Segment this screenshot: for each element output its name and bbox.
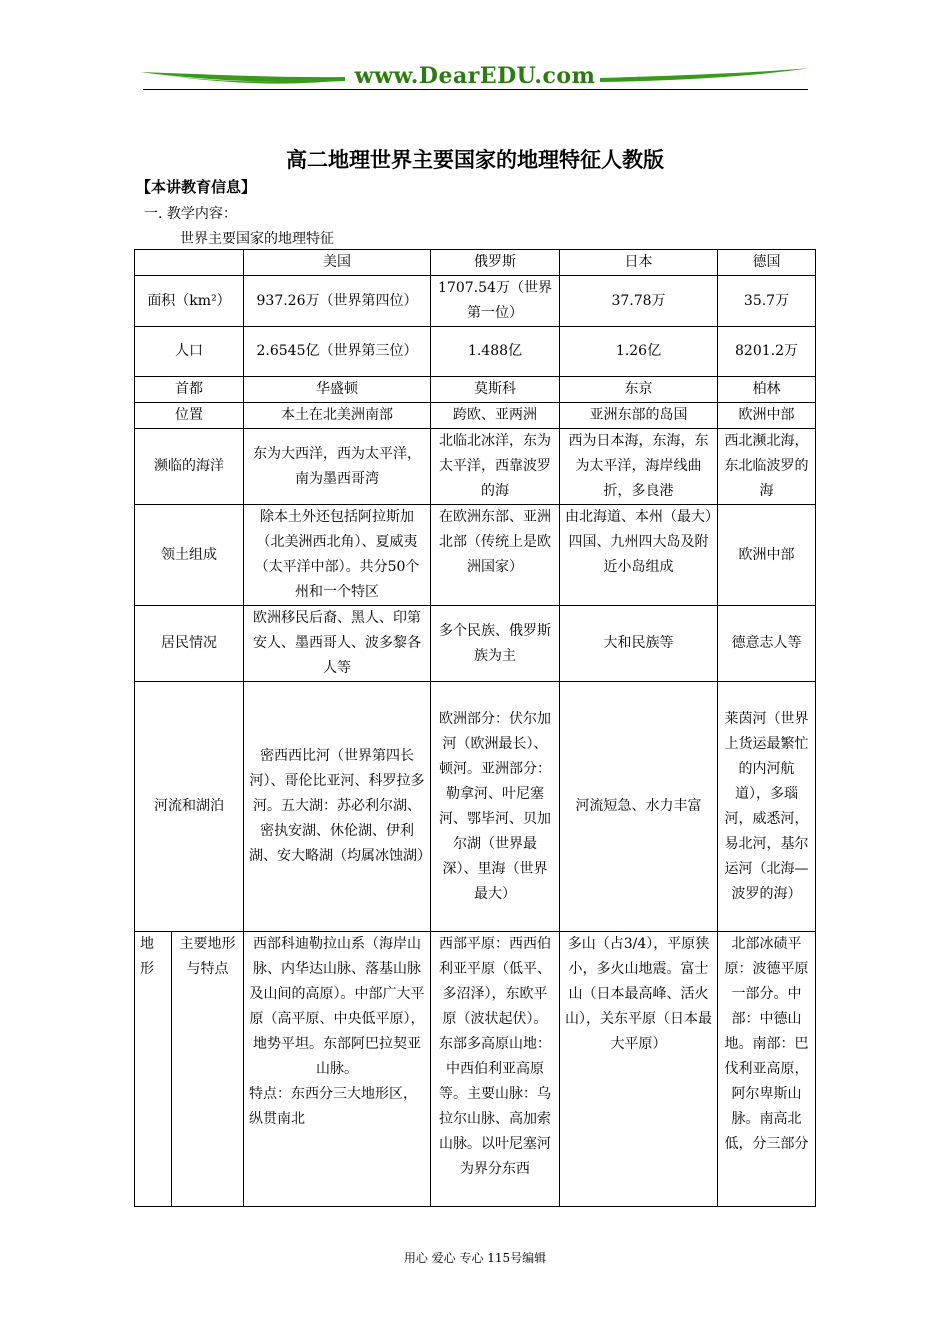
cell-russia: 欧洲部分：伏尔加河（欧洲最长）、顿河。亚洲部分：勒拿河、叶尼塞河、鄂毕河、贝加尔湖（世界最深）、里海（世界最大） [431,682,560,932]
table-row-capital [135,377,816,403]
cell-japan: 1.26亿 [560,327,718,377]
cell-usa: 密西西比河（世界第四长河）、哥伦比亚河、科罗拉多河。五大湖：苏必利尔湖、密执安湖、休伦湖、伊利湖、安大略湖（均属冰蚀湖） [244,682,431,932]
usa-terrain-text: 西部科迪勒拉山系（海岸山脉、内华达山脉、落基山脉及山间的高原）。中部广大平原（高平原、中央低平原），地势平坦。东部阿巴拉契亚山脉。 [249,936,425,1077]
cell-japan: 西为日本海，东海，东为太平洋，海岸线曲折，多良港 [560,429,718,505]
cell-russia: 跨欧、亚两洲 [431,403,560,429]
cell-japan: 东京 [560,377,718,403]
cell-germany: 德意志人等 [718,606,816,682]
banner-site-name: www.DearEDU.com [354,63,596,89]
cell-russia: 在欧洲东部、亚洲北部（传统上是欧洲国家） [431,505,560,606]
page-title: 高二地理世界主要国家的地理特征人教版 [286,148,664,172]
cell-germany: 北部冰碛平原：波德平原一部分。中部：中德山地。南部：巴伐利亚高原，阿尔卑斯山脉。南高北低，分三部分 [718,932,816,1207]
cell-germany: 欧洲中部 [718,505,816,606]
table-row-terrain [135,932,816,1207]
row-label: 居民情况 [135,606,244,682]
cell-germany: 欧洲中部 [718,403,816,429]
header-rule [143,89,808,90]
cell-usa: 东为大西洋，西为太平洋，南为墨西哥湾 [244,429,431,505]
table-row-residents [135,606,816,682]
table-row-population [135,327,816,377]
row-label: 领土组成 [135,505,244,606]
row-label: 首都 [135,377,244,403]
cell-russia: 北临北冰洋，东为太平洋，西靠波罗的海 [431,429,560,505]
cell-germany: 柏林 [718,377,816,403]
cell-japan: 多山（占3/4），平原狭小，多火山地震。富士山（日本最高峰、活火山），关东平原（日本最大平原） [560,932,718,1207]
cell-usa: 除本土外还包括阿拉斯加（北美洲西北角）、夏威夷（太平洋中部）。共分50个州和一个特区 [244,505,431,606]
cell-usa: 欧洲移民后裔、黑人、印第安人、墨西哥人、波多黎各人等 [244,606,431,682]
row-label: 位置 [135,403,244,429]
cell-russia: 多个民族、俄罗斯族为主 [431,606,560,682]
cell-russia: 莫斯科 [431,377,560,403]
table-row-oceans [135,429,816,505]
table-header-row [135,250,816,276]
cell-russia: 1707.54万（世界第一位） [431,276,560,327]
cell-germany: 35.7万 [718,276,816,327]
table-row-area [135,276,816,327]
cell-usa: 本土在北美洲南部 [244,403,431,429]
cell-japan: 大和民族等 [560,606,718,682]
terrain-group-label: 地形 [135,932,172,1207]
cell-russia: 西部平原：西西伯利亚平原（低平、多沼泽），东欧平原（波状起伏）。东部多高原山地：中西伯利亚高原等。主要山脉：乌拉尔山脉、高加索山脉。以叶尼塞河为界分东西 [431,932,560,1207]
usa-terrain-feature: 特点：东西分三大地形区，纵贯南北 [249,1086,417,1127]
header-usa: 美国 [244,250,431,276]
header-germany: 德国 [718,250,816,276]
page-footer: 用心 爱心 专心 115号编辑 [403,1251,547,1265]
row-label: 河流和湖泊 [135,682,244,932]
section-heading: 【本讲教育信息】 [136,178,257,196]
table-row-rivers-lakes [135,682,816,932]
cell-usa: 2.6545亿（世界第三位） [244,327,431,377]
row-label: 濒临的海洋 [135,429,244,505]
header-empty-cell [135,250,244,276]
cell-germany: 莱茵河（世界上货运最繁忙的内河航道），多瑙河，威悉河，易北河，基尔运河（北海—波罗的海） [718,682,816,932]
cell-japan: 37.78万 [560,276,718,327]
country-comparison-table [134,249,816,1207]
cell-usa: 937.26万（世界第四位） [244,276,431,327]
row-label: 人口 [135,327,244,377]
teaching-content-label: 一. 教学内容： [144,206,237,222]
topic-line: 世界主要国家的地理特征 [180,231,334,247]
cell-usa: 华盛顿 [244,377,431,403]
cell-germany: 西北濒北海，东北临波罗的海 [718,429,816,505]
cell-japan: 由北海道、本州（最大）四国、九州四大岛及附近小岛组成 [560,505,718,606]
cell-usa [244,932,431,1207]
header-russia: 俄罗斯 [431,250,560,276]
cell-japan: 河流短急、水力丰富 [560,682,718,932]
row-label: 面积（km²） [135,276,244,327]
cell-germany: 8201.2万 [718,327,816,377]
cell-japan: 亚洲东部的岛国 [560,403,718,429]
cell-russia: 1.488亿 [431,327,560,377]
header-japan: 日本 [560,250,718,276]
row-label: 主要地形与特点 [172,932,244,1207]
table-row-territory [135,505,816,606]
table-row-location [135,403,816,429]
